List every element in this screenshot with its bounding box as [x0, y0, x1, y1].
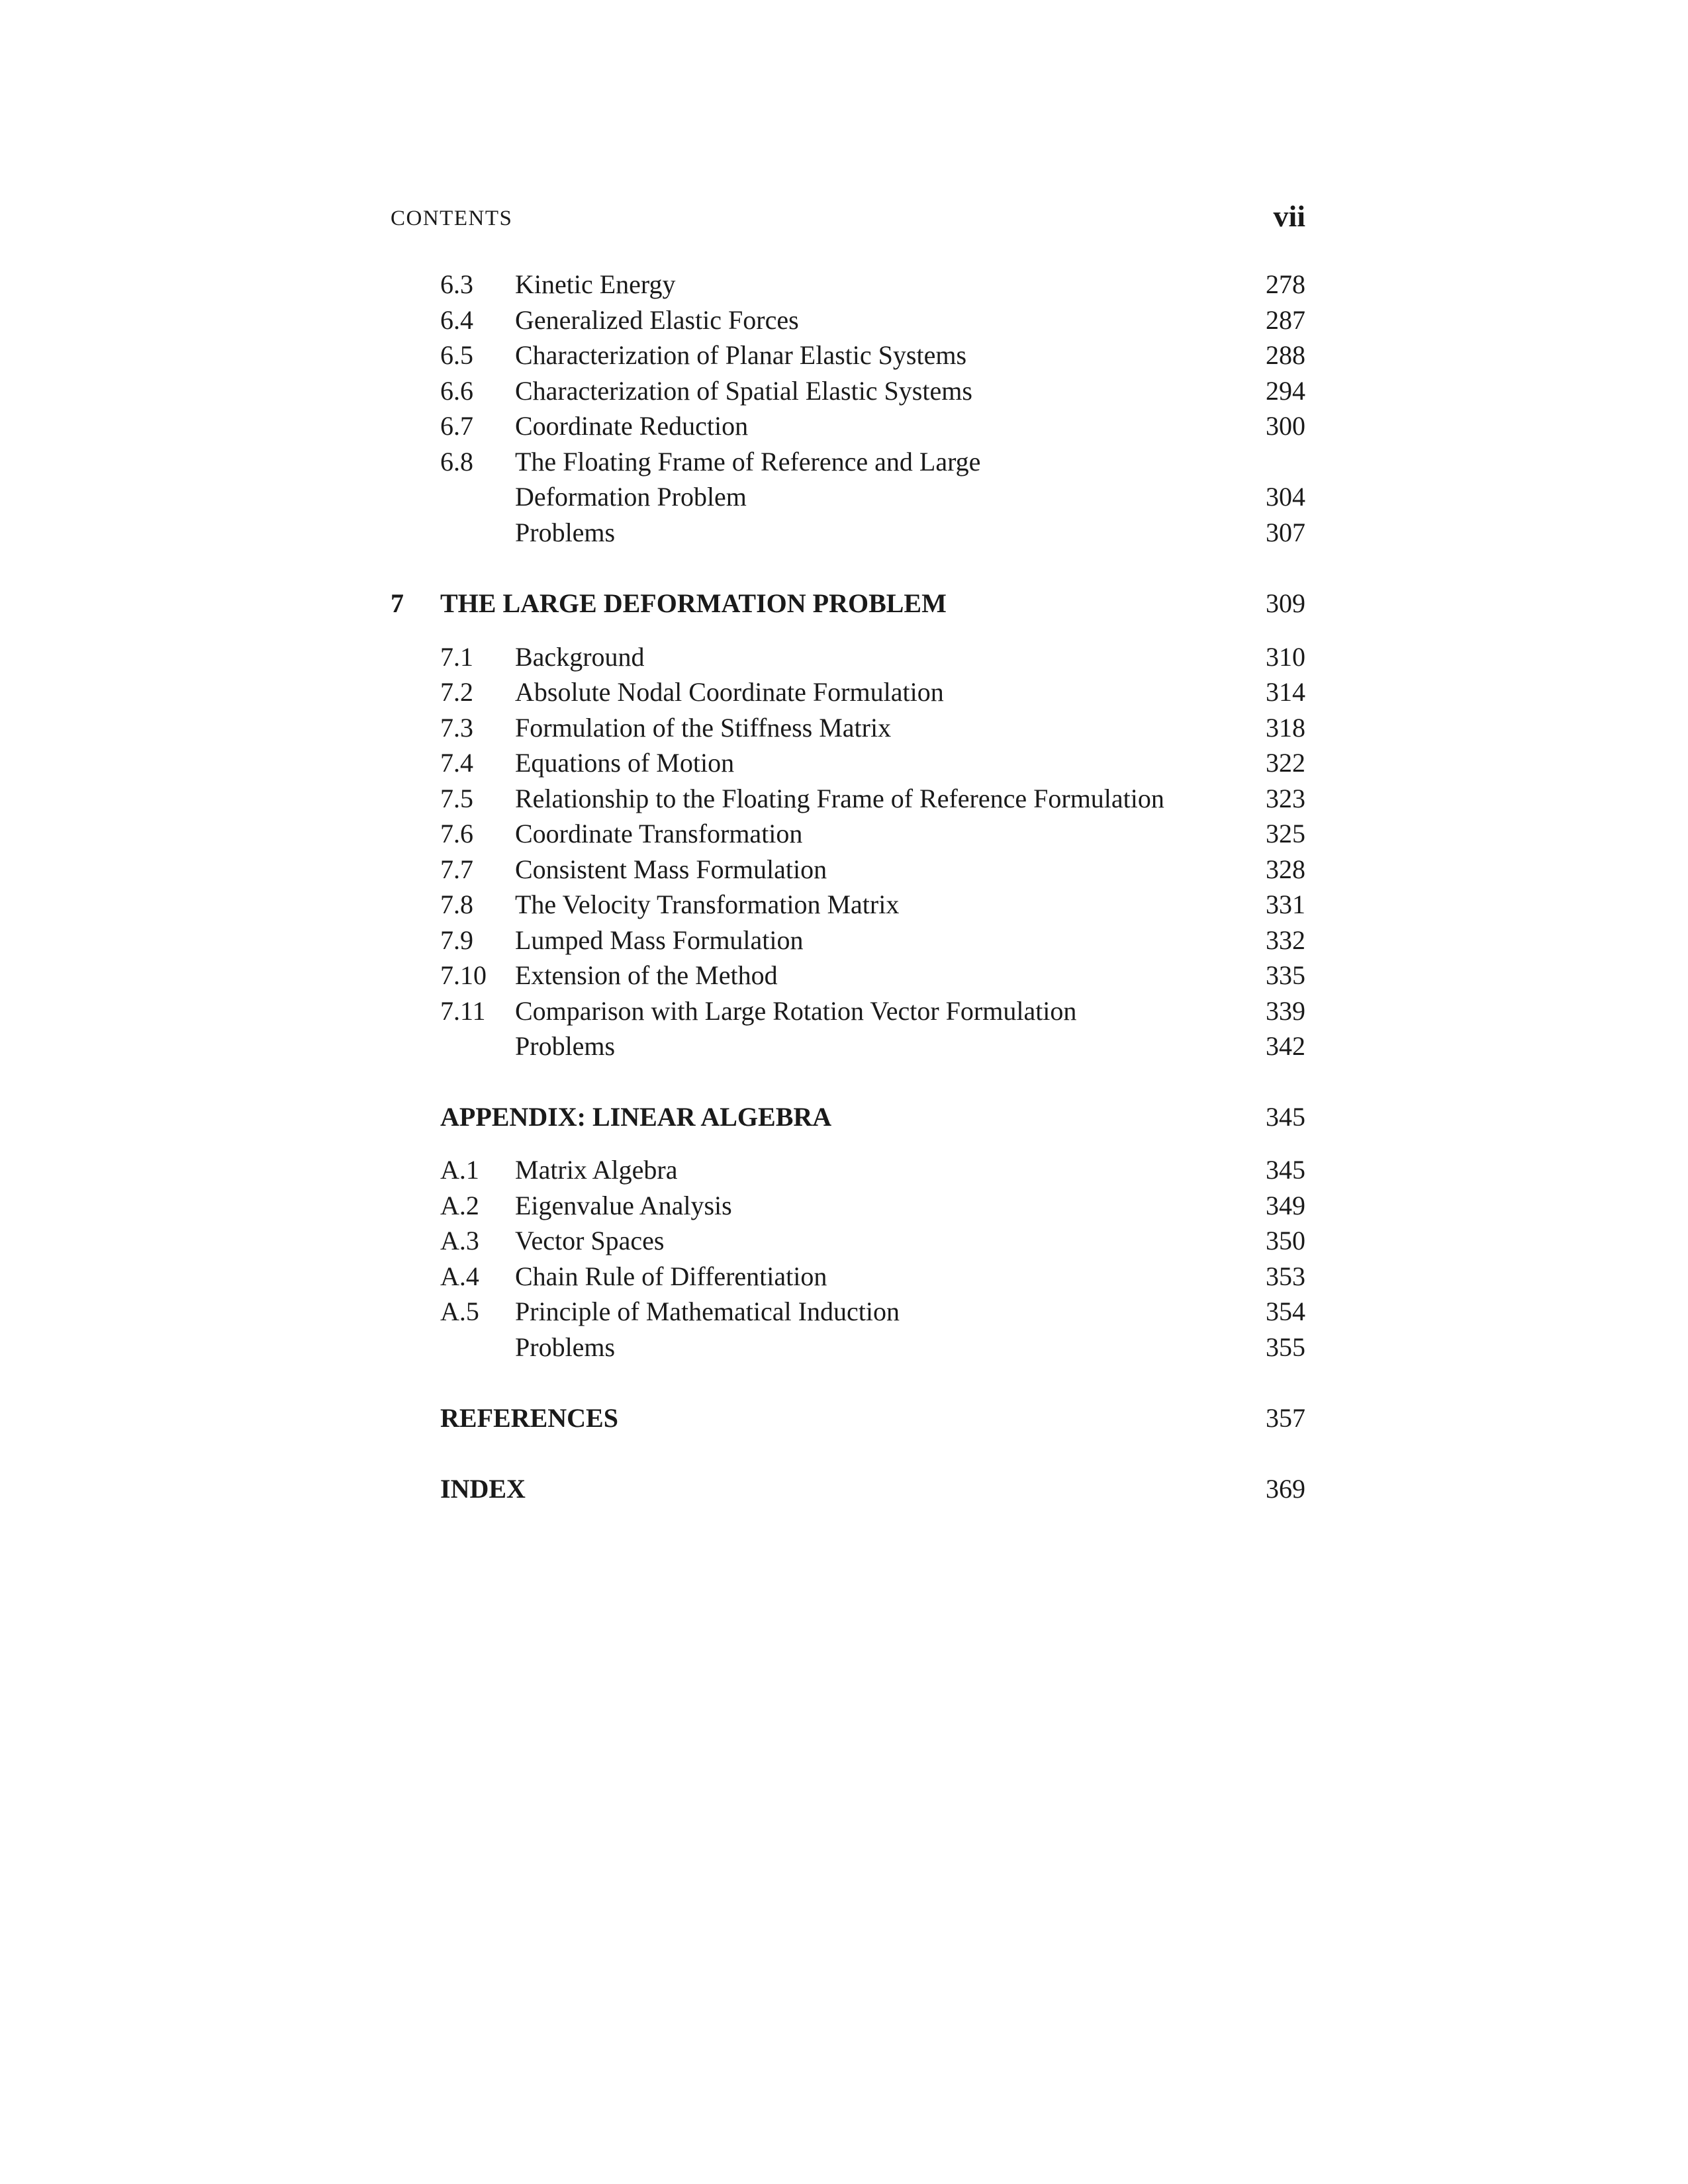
toc-entry	[391, 710, 1311, 750]
section-title: Background	[515, 642, 645, 672]
page-number: 355	[1266, 1332, 1305, 1362]
section-number: 7.8	[440, 889, 473, 919]
toc-entry	[391, 1028, 1311, 1068]
section-number: 7.7	[440, 854, 473, 884]
chapter-title: THE LARGE DEFORMATION PROBLEM	[440, 588, 947, 618]
section-number: 7.4	[440, 748, 473, 778]
page-number: 332	[1266, 925, 1305, 955]
page-number: 331	[1266, 889, 1305, 919]
page-number: 278	[1266, 269, 1305, 299]
section-title: Formulation of the Stiffness Matrix	[515, 713, 892, 743]
toc-entry	[391, 1188, 1311, 1228]
page-number: 323	[1266, 784, 1305, 813]
toc-entry	[391, 1259, 1311, 1298]
page-number: 350	[1266, 1226, 1305, 1255]
page-number: 314	[1266, 677, 1305, 707]
section-number: 7.6	[440, 819, 473, 848]
section-number: 6.3	[440, 269, 473, 299]
section-number: 6.6	[440, 376, 473, 406]
toc-entry	[391, 887, 1311, 927]
page-number: 345	[1266, 1155, 1305, 1185]
section-title: Consistent Mass Formulation	[515, 854, 827, 884]
section-number: A.5	[440, 1297, 479, 1326]
section-title: Absolute Nodal Coordinate Formulation	[515, 677, 944, 707]
page-number: 349	[1266, 1191, 1305, 1220]
page-number: 318	[1266, 713, 1305, 743]
section-title: Extension of the Method	[515, 960, 778, 990]
section-title: Lumped Mass Formulation	[515, 925, 804, 955]
index-heading	[391, 1471, 1311, 1511]
section-title: The Velocity Transformation Matrix	[515, 889, 900, 919]
toc-entry	[391, 1152, 1311, 1192]
section-title: Kinetic Energy	[515, 269, 676, 299]
chapter-title: REFERENCES	[440, 1403, 618, 1433]
section-number: 6.4	[440, 305, 473, 335]
toc-entry	[391, 373, 1311, 413]
page-number: 357	[1266, 1403, 1305, 1433]
page-number: 307	[1266, 518, 1305, 547]
page-number: 310	[1266, 642, 1305, 672]
section-title: The Floating Frame of Reference and Large	[515, 447, 981, 477]
running-head-label: CONTENTS	[391, 206, 513, 230]
section-number: 6.7	[440, 411, 473, 441]
section-number: A.1	[440, 1155, 479, 1185]
references-heading	[391, 1400, 1311, 1440]
page-number: 369	[1266, 1474, 1305, 1504]
page-number: 328	[1266, 854, 1305, 884]
page-number: 322	[1266, 748, 1305, 778]
section-title: Problems	[515, 518, 616, 547]
section-title: Problems	[515, 1031, 616, 1061]
section-title: Matrix Algebra	[515, 1155, 678, 1185]
toc-entry	[391, 816, 1311, 856]
section-number: 7.3	[440, 713, 473, 743]
page-number: 335	[1266, 960, 1305, 990]
section-title: Relationship to the Floating Frame of Reference Formulation	[515, 784, 1164, 813]
page-number: 339	[1266, 996, 1305, 1026]
toc-entry	[391, 408, 1311, 448]
section-title: Equations of Motion	[515, 748, 735, 778]
page-number: 304	[1266, 482, 1305, 512]
page-number: 287	[1266, 305, 1305, 335]
toc-entry	[391, 444, 1311, 484]
section-title: Characterization of Planar Elastic Systems	[515, 340, 967, 370]
toc-entry	[391, 267, 1311, 306]
page-number: 353	[1266, 1261, 1305, 1291]
section-title: Principle of Mathematical Induction	[515, 1297, 900, 1326]
toc-entry	[391, 852, 1311, 891]
page-number: 354	[1266, 1297, 1305, 1326]
section-number: 6.5	[440, 340, 473, 370]
page-number: 325	[1266, 819, 1305, 848]
page-number: 309	[1266, 588, 1305, 618]
section-title: Chain Rule of Differentiation	[515, 1261, 827, 1291]
toc-entry	[391, 781, 1311, 821]
page-number: 342	[1266, 1031, 1305, 1061]
toc-entry	[391, 1330, 1311, 1369]
toc-entry	[391, 515, 1311, 555]
section-number: 7.11	[440, 996, 486, 1026]
chapter-number: 7	[391, 588, 404, 618]
section-number: 7.2	[440, 677, 473, 707]
toc-entry	[391, 639, 1311, 679]
toc-entry	[391, 923, 1311, 962]
toc-entry	[391, 1223, 1311, 1263]
page-number: 294	[1266, 376, 1305, 406]
section-title: Generalized Elastic Forces	[515, 305, 799, 335]
section-title: Vector Spaces	[515, 1226, 665, 1255]
page-number: 288	[1266, 340, 1305, 370]
section-number: 7.5	[440, 784, 473, 813]
section-title: Deformation Problem	[515, 482, 747, 512]
section-title: Coordinate Transformation	[515, 819, 803, 848]
section-title: Eigenvalue Analysis	[515, 1191, 732, 1220]
toc-entry	[391, 479, 1311, 519]
section-number: 7.1	[440, 642, 473, 672]
toc-entry	[391, 958, 1311, 997]
toc-entry	[391, 674, 1311, 714]
page-number: 345	[1266, 1102, 1305, 1132]
section-number: A.4	[440, 1261, 479, 1291]
appendix-heading	[391, 1099, 1311, 1139]
toc-entry	[391, 1294, 1311, 1334]
toc-entry	[391, 993, 1311, 1033]
section-number: 7.9	[440, 925, 473, 955]
page-number: 300	[1266, 411, 1305, 441]
section-number: 6.8	[440, 447, 473, 477]
chapter-heading	[391, 586, 1311, 625]
toc-entry	[391, 745, 1311, 785]
page-folio: vii	[1273, 199, 1305, 233]
toc-entry	[391, 338, 1311, 377]
section-number: A.3	[440, 1226, 479, 1255]
section-number: 7.10	[440, 960, 487, 990]
section-title: Characterization of Spatial Elastic Systems	[515, 376, 972, 406]
running-head	[391, 199, 1311, 238]
section-title: Coordinate Reduction	[515, 411, 749, 441]
section-title: Comparison with Large Rotation Vector Formulation	[515, 996, 1077, 1026]
chapter-title: APPENDIX: LINEAR ALGEBRA	[440, 1102, 832, 1132]
toc-entry	[391, 302, 1311, 342]
chapter-title: INDEX	[440, 1474, 526, 1504]
section-number: A.2	[440, 1191, 479, 1220]
section-title: Problems	[515, 1332, 616, 1362]
